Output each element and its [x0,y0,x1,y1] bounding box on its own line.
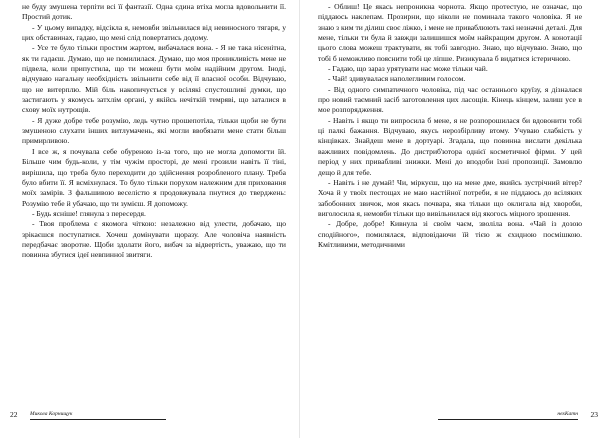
page-number: 23 [590,410,598,419]
footer-rule [438,419,578,420]
right-page-footer [318,410,598,424]
paragraph: - Від одного симпатичного чоловіка, під час останнього круїзу, я дізналася про новий таємний засіб заготовлення цих ласощів. Кінець кінцем, залиш усе в мое розпорядження. [318,84,582,115]
paragraph: - Чай! здивувалася наполегливим голосом. [328,74,466,84]
paragraph: - Я дуже добре тебе розумію, ледь чутно прошепотіла, тільки щоби не бути змушеною слухати інших витлумачень, які могли ввобязати мене стати більш примирливою. [22,115,286,146]
paragraph: - Облиш! Це якась непроникна чорнота. Якщо протестую, не означає, що піддаюсь наклепам. Прозирни, що ніколи не поминала такого чоловіка. Я не знаю з ким ти ділиш своє ліжко, і мене не приваблюють такі незначні деталі. Для мене, тільки ти була й завжди залишишся моїм найкращим другом. А конотації цього слова можеш трактувати, як тобі завгодно. Знаю, що відчуваю. Знаю, що тобі б неможливо пояснити тобі це ліпше. Ризикувала б видатися істеричною. [318,2,582,63]
running-title: Микола Корнищук [30,411,73,417]
running-title: нехКатн [557,411,578,417]
paragraph: не буду змушена терпіти всі її фантазії. Одна єдина втіха могла вдовольнити її. Простий дотик. [22,2,286,22]
left-page-text [22,2,286,261]
paragraph: - Навіть і не думай! Чи, міркуєш, що на мене дме, якийсь зустрічний вітер? Хоча й у твоїх пестощах не маю настійної потреби, я не піддаюсь до всіляких забобонних звичок, моя якась почвара, яка тільки що оклигала від хвороби, виголосила я, немовби тільки що вивільнилася від якогось міцного зрошення. [318,177,582,218]
paragraph: - Усе те було тільки простим жартом, вибачалася вона. - Я не така нісенітна, як ти гадаєш. Думаю, що не помилилася. Думаю, що моя проникливість мене не підвела, коли припустила, що ти можеш бути моїм надійним другом. Іноді, відчуваю нагальну необхідність звільнити себе від її власної особи. Відчуваю, що не витерплю. Мій біль накопичується у всілякі спустошливі думки, що застигають у якомусь затхлім органі, у якійсь нечіткій темряві, що заталися в схову моїх нутрощів. [22,43,286,115]
paragraph: І все ж, я почувала себе обуреною із-за того, що не могла допомогти їй. Більше чим будь-коли, у тім чужім просторі, де мені грозили навіть її тіні, вирішила, що треба було переходити до здійснення розробленого плану. Треба було вбити її. Я всміхнулася. То було тільки порухом належним для приховання моїх замірів. З фальшивою веселістю я продовжувала пнутися до тверджень: Розумію тебе й убачаю, що ти зумієш. Я допоможу. [22,146,286,208]
right-page [318,0,598,438]
paragraph: - Будь ясніше! глянула з пересердя. [32,208,146,218]
paragraph: - Навіть і якщо ти випросила б мене, я не розпорошилася би вдовонити тобі ці палкі бажання. Відчуваю, якусь нерозбірливу втому. Учуваю слабкість у кінцівках. Знайдеш мене в дортуарі. Згадала, що повинна вислати декілька важливих повідомлень. До дистриб'ютора однієї косметичної фірми. У цей період у них привабливі знижки. Мені до вподоби їхні пропозиції. Замовлю дещо й для тебе. [318,115,582,177]
left-page [10,0,286,438]
page-number: 22 [10,410,18,419]
left-page-footer [10,410,286,424]
right-page-text [318,2,582,250]
page-gutter [299,0,300,438]
paragraph: - У цьому випадку, відсікла я, немовби звільнилася від невиносного тягаря, у цих обставинах, гадаю, що мені слід повертатись додому. [22,22,286,43]
paragraph: - Гадаю, що зараз урятувати нас може тільки чай. [328,64,488,74]
paragraph: - Добре, добре! Кивнула зі своїм чаєм, зволіла вона. «Чай із дозою сподійного», помилялася, відповідаючи їй тією ж єхидною посмішкою. Кмітливими, методичними [318,219,582,249]
paragraph: - Твоя проблема є якомога чіткою: незалежно від улести, добачаю, що зрікаєшся поступатися. Хочеш домінувати щоразу. Але чоловіча наявність передбачає зворотне. Щоби здолати його, вибач за відвертість, уважаю, що ти повинна збутися ідеї невпинної звитяги. [22,219,286,260]
footer-rule [30,419,166,420]
